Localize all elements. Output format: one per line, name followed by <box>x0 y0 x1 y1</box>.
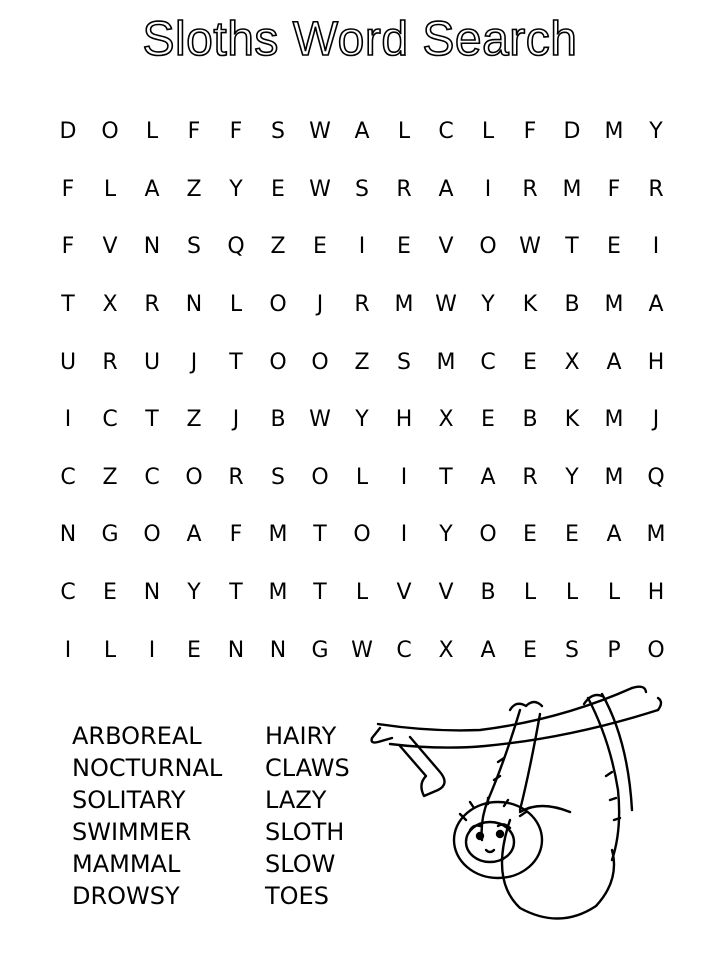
word-list-left <box>72 720 222 912</box>
grid-letter: N <box>59 522 77 548</box>
grid-letter: J <box>190 349 198 375</box>
grid-letter: Y <box>355 407 369 433</box>
grid-letter: O <box>311 464 329 490</box>
grid-letter: I <box>652 234 660 260</box>
grid-letter: A <box>480 464 496 490</box>
grid-letter: O <box>143 522 161 548</box>
grid-letter: S <box>355 176 369 202</box>
grid-letter: Y <box>481 292 495 318</box>
grid-letter: L <box>145 119 159 145</box>
grid-letter: T <box>565 234 579 260</box>
grid-letter: L <box>397 119 411 145</box>
grid-letter: E <box>523 637 537 663</box>
grid-letter: I <box>400 464 408 490</box>
grid-row <box>47 621 677 679</box>
grid-letter: F <box>187 119 201 145</box>
grid-letter: X <box>564 349 580 375</box>
grid-letter: X <box>102 292 118 318</box>
grid-letter: F <box>61 234 75 260</box>
grid-row <box>47 564 677 622</box>
word-list-item: MAMMAL <box>72 850 181 878</box>
grid-letter: U <box>59 349 77 375</box>
grid-letter: A <box>606 349 622 375</box>
grid-letter: O <box>185 464 203 490</box>
grid-letter: R <box>522 464 538 490</box>
grid-letter: B <box>270 407 286 433</box>
grid-letter: E <box>397 234 411 260</box>
grid-letter: M <box>436 349 456 375</box>
grid-letter: F <box>607 176 621 202</box>
grid-letter: Z <box>270 234 286 260</box>
grid-letter: I <box>64 637 72 663</box>
grid-letter: H <box>647 349 665 375</box>
grid-letter: A <box>480 637 496 663</box>
grid-letter: M <box>604 119 624 145</box>
grid-letter: U <box>143 349 161 375</box>
grid-letter: W <box>435 292 457 318</box>
grid-letter: Y <box>439 522 453 548</box>
grid-letter: C <box>60 464 76 490</box>
word-list-right <box>265 720 350 912</box>
grid-letter: S <box>187 234 201 260</box>
grid-letter: O <box>269 349 287 375</box>
grid-letter: N <box>143 580 161 606</box>
grid-letter: J <box>652 407 660 433</box>
word-list-item: SLOW <box>265 850 336 878</box>
grid-letter: A <box>438 176 454 202</box>
grid-letter: Z <box>354 349 370 375</box>
grid-letter: A <box>186 522 202 548</box>
grid-letter: T <box>145 407 159 433</box>
word-list-item: SLOTH <box>265 818 345 846</box>
grid-letter: F <box>229 522 243 548</box>
word-list-item: TOES <box>265 882 329 910</box>
grid-letter: E <box>565 522 579 548</box>
grid-letter: P <box>607 637 621 663</box>
grid-letter: L <box>607 580 621 606</box>
grid-letter: I <box>400 522 408 548</box>
grid-letter: F <box>523 119 537 145</box>
grid-letter: M <box>562 176 582 202</box>
grid-letter: T <box>313 580 327 606</box>
grid-letter: O <box>479 234 497 260</box>
grid-letter: W <box>309 407 331 433</box>
grid-letter: E <box>607 234 621 260</box>
grid-letter: C <box>438 119 454 145</box>
grid-letter: M <box>646 522 666 548</box>
word-list-item: SWIMMER <box>72 818 192 846</box>
word-list-item: CLAWS <box>265 754 350 782</box>
grid-letter: I <box>64 407 72 433</box>
grid-letter: R <box>522 176 538 202</box>
grid-letter: E <box>103 580 117 606</box>
grid-letter: W <box>519 234 541 260</box>
grid-letter: O <box>269 292 287 318</box>
grid-letter: V <box>396 580 412 606</box>
grid-letter: Y <box>187 580 201 606</box>
grid-letter: L <box>523 580 537 606</box>
grid-letter: X <box>438 407 454 433</box>
grid-row <box>47 391 677 449</box>
grid-letter: I <box>484 176 492 202</box>
sloth-hanging-icon <box>370 680 670 920</box>
grid-letter: M <box>604 407 624 433</box>
grid-letter: T <box>229 580 243 606</box>
grid-letter: H <box>395 407 413 433</box>
grid-letter: V <box>438 580 454 606</box>
grid-letter: E <box>481 407 495 433</box>
grid-letter: A <box>144 176 160 202</box>
grid-letter: J <box>232 407 240 433</box>
grid-letter: E <box>187 637 201 663</box>
word-list-item: LAZY <box>265 786 327 814</box>
grid-letter: W <box>309 176 331 202</box>
grid-letter: E <box>523 349 537 375</box>
grid-letter: N <box>227 637 245 663</box>
grid-letter: M <box>268 580 288 606</box>
grid-letter: O <box>353 522 371 548</box>
page-title: Sloths Word Search <box>142 13 578 66</box>
grid-letter: R <box>354 292 370 318</box>
grid-letter: S <box>565 637 579 663</box>
grid-letter: Q <box>227 234 245 260</box>
grid-letter: R <box>648 176 664 202</box>
grid-row <box>47 218 677 276</box>
word-list-item: ARBOREAL <box>72 722 202 750</box>
grid-letter: A <box>354 119 370 145</box>
grid-letter: R <box>228 464 244 490</box>
grid-letter: O <box>479 522 497 548</box>
word-list-item: SOLITARY <box>72 786 186 814</box>
grid-letter: L <box>229 292 243 318</box>
grid-letter: O <box>101 119 119 145</box>
grid-letter: E <box>271 176 285 202</box>
grid-letter: S <box>271 119 285 145</box>
grid-letter: L <box>103 176 117 202</box>
grid-letter: Z <box>186 176 202 202</box>
grid-letter: M <box>394 292 414 318</box>
grid-letter: J <box>316 292 324 318</box>
grid-letter: B <box>564 292 580 318</box>
grid-letter: Y <box>565 464 579 490</box>
grid-letter: L <box>565 580 579 606</box>
word-list-item: HAIRY <box>265 722 337 750</box>
grid-letter: L <box>355 464 369 490</box>
grid-letter: D <box>563 119 581 145</box>
grid-letter: G <box>311 637 329 663</box>
grid-letter: R <box>102 349 118 375</box>
grid-letter: C <box>60 580 76 606</box>
grid-letter: C <box>396 637 412 663</box>
grid-letter: M <box>604 292 624 318</box>
grid-letter: N <box>143 234 161 260</box>
grid-letter: B <box>522 407 538 433</box>
grid-letter: Y <box>649 119 663 145</box>
grid-letter: D <box>59 119 77 145</box>
grid-letter: C <box>102 407 118 433</box>
grid-letter: O <box>311 349 329 375</box>
grid-letter: R <box>396 176 412 202</box>
grid-letter: G <box>101 522 119 548</box>
grid-letter: E <box>523 522 537 548</box>
grid-letter: K <box>564 407 580 433</box>
grid-row <box>47 449 677 507</box>
grid-letter: L <box>103 637 117 663</box>
grid-row <box>47 103 677 161</box>
grid-letter: W <box>309 119 331 145</box>
grid-letter: L <box>481 119 495 145</box>
grid-letter: Q <box>647 464 665 490</box>
grid-letter: T <box>229 349 243 375</box>
grid-letter: N <box>185 292 203 318</box>
grid-letter: B <box>480 580 496 606</box>
grid-row <box>47 333 677 391</box>
grid-letter: Z <box>186 407 202 433</box>
grid-letter: O <box>647 637 665 663</box>
grid-letter: A <box>606 522 622 548</box>
grid-letter: Y <box>229 176 243 202</box>
grid-row <box>47 506 677 564</box>
grid-letter: V <box>102 234 118 260</box>
grid-letter: M <box>604 464 624 490</box>
grid-letter: C <box>480 349 496 375</box>
grid-letter: I <box>148 637 156 663</box>
grid-letter: W <box>351 637 373 663</box>
word-list-item: NOCTURNAL <box>72 754 223 782</box>
grid-letter: X <box>438 637 454 663</box>
grid-letter: S <box>397 349 411 375</box>
grid-letter: F <box>229 119 243 145</box>
grid-letter: T <box>313 522 327 548</box>
grid-row <box>47 161 677 219</box>
grid-letter: L <box>355 580 369 606</box>
grid-letter: V <box>438 234 454 260</box>
grid-letter: E <box>313 234 327 260</box>
grid-letter: T <box>439 464 453 490</box>
letter-grid <box>47 103 677 679</box>
grid-letter: T <box>61 292 75 318</box>
grid-letter: S <box>271 464 285 490</box>
grid-letter: Z <box>102 464 118 490</box>
grid-letter: K <box>522 292 538 318</box>
grid-letter: I <box>358 234 366 260</box>
grid-letter: M <box>268 522 288 548</box>
grid-letter: H <box>647 580 665 606</box>
grid-letter: A <box>648 292 664 318</box>
grid-letter: F <box>61 176 75 202</box>
grid-row <box>47 276 677 334</box>
grid-letter: C <box>144 464 160 490</box>
word-list-item: DROWSY <box>72 882 180 910</box>
grid-letter: N <box>269 637 287 663</box>
grid-letter: R <box>144 292 160 318</box>
